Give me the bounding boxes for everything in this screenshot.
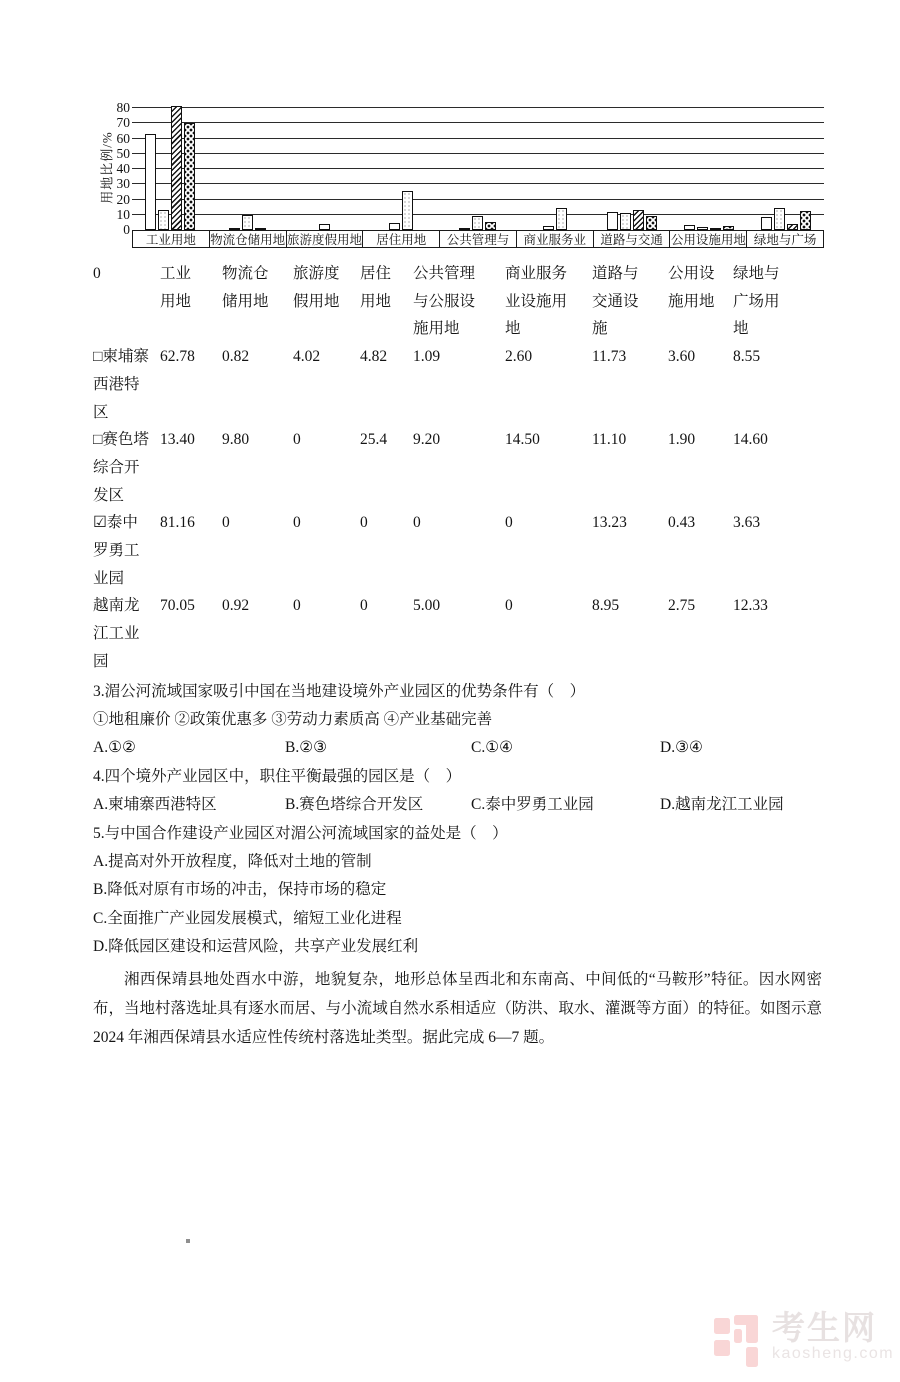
bar-light-dots: [158, 210, 169, 230]
bar-group: [286, 224, 363, 230]
x-axis-category-label: 工业用地: [132, 231, 210, 248]
value-cell: 2.60: [505, 348, 533, 366]
value-cell: 0: [360, 597, 368, 615]
bar-light-dots: [620, 213, 631, 230]
watermark-domain: kaosheng.com: [772, 1345, 895, 1362]
table-row: [93, 592, 790, 675]
bar-dots: [255, 228, 266, 230]
value-cell: 13.23: [592, 514, 627, 532]
x-axis-category-label: 公用设施用地: [670, 233, 746, 247]
kaosheng-watermark: [712, 1311, 894, 1367]
value-cell: 11.10: [592, 431, 627, 449]
gridline: [132, 138, 824, 139]
table-header-text: 商业服务业设施用地: [505, 265, 568, 338]
table-header-text: 物流仓储用地: [222, 265, 269, 310]
y-tick-label: 0: [123, 222, 130, 237]
gridline: [132, 199, 824, 200]
y-axis-title: 用地比例/%: [99, 131, 115, 204]
option: D.③④: [660, 739, 703, 757]
value-cell: 2.75: [668, 597, 696, 615]
value-cell: 9.80: [222, 431, 250, 449]
value-cell: 0.43: [668, 514, 696, 532]
x-axis-category-label: 商业服务业: [516, 231, 594, 248]
plot-area: [132, 108, 824, 231]
value-cell: 0: [360, 514, 368, 532]
y-tick-label: 50: [116, 145, 130, 161]
bar-group: [516, 208, 593, 230]
table-header-cell: [505, 260, 592, 343]
table-header-cell: [413, 260, 505, 343]
bar-plain: [389, 223, 400, 230]
bar-group: [363, 191, 440, 230]
question-3: [93, 678, 823, 763]
bar-hatch: [787, 224, 798, 230]
bar-dots: [184, 123, 195, 230]
question-sub-items: ①地租廉价 ②政策优惠多 ③劳动力素质高 ④产业基础完善: [93, 710, 493, 728]
value-cell: 0: [293, 514, 301, 532]
x-axis-category-label: 物流仓储用地: [210, 233, 286, 247]
row-label-cell: [93, 426, 160, 509]
value-cell: 4.02: [293, 348, 321, 366]
bar-group: [132, 106, 209, 230]
y-tick-label: 80: [116, 100, 130, 115]
bar-plain: [761, 217, 772, 230]
question-4: [93, 763, 823, 820]
value-cell: 8.55: [733, 348, 761, 366]
logo-block: [746, 1347, 758, 1367]
table-row: [93, 509, 790, 592]
question-stem: 4.四个境外产业园区中，职住平衡最强的园区是（ ）: [93, 767, 462, 785]
value-cell: 0: [505, 597, 513, 615]
value-cell: 14.60: [733, 431, 768, 449]
value-cell: 5.00: [413, 597, 441, 615]
bar-light-dots: [472, 216, 483, 230]
bar-plain: [543, 226, 554, 230]
value-cell: 0: [413, 514, 421, 532]
options-column: [93, 848, 823, 962]
value-cell: 0: [222, 514, 230, 532]
bar-dots: [800, 211, 811, 230]
table-header-cell: [592, 260, 668, 343]
y-tick-label: 70: [116, 115, 130, 131]
bar-light-dots: [556, 208, 567, 230]
watermark-text: [772, 1311, 894, 1363]
option: D.降低园区建设和运营风险，共享产业发展红利: [93, 938, 419, 956]
landuse-bar-chart: [94, 100, 900, 248]
bar-group: [440, 216, 517, 230]
x-axis-category-label: 公共管理与: [439, 231, 517, 248]
row-label-text: 越南龙江工业园: [93, 597, 140, 670]
bar-hatch: [710, 228, 721, 230]
stray-dot: [186, 1239, 190, 1243]
table-header-text: 居住用地: [360, 265, 392, 310]
y-tick-label: 20: [116, 191, 130, 207]
question-5: [93, 820, 823, 962]
option: B.赛色塔综合开发区: [285, 796, 424, 814]
table-row: [93, 343, 790, 426]
option: A.①②: [93, 739, 136, 757]
bar-dots: [646, 216, 657, 230]
bar-group: [747, 208, 824, 230]
table-header-cell: [293, 260, 360, 343]
table-body: [93, 260, 790, 676]
value-cell: 13.40: [160, 431, 195, 449]
bar-light-dots: [774, 208, 785, 230]
bar-dots: [485, 222, 496, 230]
value-cell: 4.82: [360, 348, 388, 366]
value-cell: 81.16: [160, 514, 195, 532]
table-header-text: 公用设施用地: [668, 265, 715, 310]
x-axis-category-label: 绿地与广场: [746, 231, 824, 248]
option: C.①④: [471, 739, 514, 757]
kaosheng-logo-icon: [712, 1315, 764, 1367]
value-cell: 62.78: [160, 348, 195, 366]
table-header-text: 道路与交通设施: [592, 265, 639, 338]
gridline: [132, 122, 824, 123]
table-header-text: 工业用地: [160, 265, 192, 310]
table-header-cell: [733, 260, 790, 343]
value-cell: 70.05: [160, 597, 195, 615]
y-tick-label: 40: [116, 161, 130, 176]
bar-light-dots: [402, 191, 413, 230]
landuse-data-table: [93, 260, 790, 676]
value-cell: 1.90: [668, 431, 696, 449]
value-cell: 0: [293, 597, 301, 615]
gridline: [132, 183, 824, 184]
logo-block: [734, 1329, 742, 1343]
row-label-cell: [93, 343, 160, 426]
logo-block: [714, 1318, 730, 1334]
value-cell: 9.20: [413, 431, 441, 449]
x-axis-category-label: 道路与交通: [593, 231, 671, 248]
value-cell: 12.33: [733, 597, 768, 615]
y-tick-label: 10: [116, 206, 130, 222]
bar-hatch: [171, 106, 182, 230]
value-cell: 14.50: [505, 431, 540, 449]
bar-plain: [229, 228, 240, 230]
x-axis-category-label: 居住用地: [362, 231, 440, 248]
table-header-text: 公共管理与公服设施用地: [413, 265, 476, 338]
question-stem: 3.湄公河流域国家吸引中国在当地建设境外产业园区的优势条件有（ ）: [93, 682, 586, 700]
table-header-cell: [222, 260, 293, 343]
x-axis-category-label: 旅游度假用地: [286, 233, 362, 247]
option: D.越南龙江工业园: [660, 796, 784, 814]
watermark-brand: 考生网: [772, 1309, 877, 1346]
row-label-text: □柬埔寨西港特区: [93, 348, 149, 421]
option: B.降低对原有市场的冲击，保持市场的稳定: [93, 881, 387, 899]
table-header-row: [93, 260, 790, 343]
y-axis-ticks: [112, 100, 132, 248]
bar-plain: [459, 228, 470, 230]
bar-group: [209, 215, 286, 230]
value-cell: 0: [293, 431, 301, 449]
option: C.泰中罗勇工业园: [471, 796, 594, 814]
value-cell: 11.73: [592, 348, 627, 366]
bar-group: [670, 225, 747, 230]
value-cell: 1.09: [413, 348, 441, 366]
table-row: [93, 426, 790, 509]
table-header-cell: [360, 260, 413, 343]
value-cell: 3.60: [668, 348, 696, 366]
gridline: [132, 168, 824, 169]
option: C.全面推广产业园发展模式，缩短工业化进程: [93, 909, 402, 927]
row-label-text: ☑泰中罗勇工业园: [93, 514, 140, 587]
y-tick-label: 30: [116, 176, 130, 192]
gridline: [132, 107, 824, 108]
logo-block: [714, 1340, 730, 1356]
option: A.柬埔寨西港特区: [93, 796, 217, 814]
options-row: [93, 791, 823, 819]
table-header-text: 0: [93, 265, 101, 282]
value-cell: 8.95: [592, 597, 620, 615]
row-label-cell: [93, 509, 160, 592]
bar-plain: [684, 225, 695, 230]
row-label-text: □赛色塔综合开发区: [93, 431, 149, 504]
bar-dots: [723, 226, 734, 230]
passage-paragraph: 湘西保靖县地处酉水中游，地貌复杂，地形总体呈西北和东南高、中间低的“马鞍形”特征。因水网密布，当地村落选址具有逐水而居、与小流域自然水系相适应（防洪、取水、灌溉等方面）的特征。如图示意 2024 年湘西保靖县水适应性传统村落选址类型。据此完成 6—7 题。: [93, 970, 822, 1046]
questions-block: [93, 678, 823, 962]
question-stem: 5.与中国合作建设产业园区对湄公河流域国家的益处是（ ）: [93, 824, 508, 842]
option: B.②③: [285, 739, 328, 757]
row-label-cell: [93, 592, 160, 675]
table-header-cell: [160, 260, 222, 343]
value-cell: 0.92: [222, 597, 250, 615]
table-header-cell: [93, 260, 160, 343]
plot-column: [132, 108, 824, 248]
gridline: [132, 153, 824, 154]
x-axis-category-row: [132, 231, 824, 248]
bar-group: [593, 210, 670, 230]
value-cell: 0: [505, 514, 513, 532]
value-cell: 25.4: [360, 431, 388, 449]
options-row: [93, 734, 823, 762]
bar-light-dots: [242, 215, 253, 230]
bar-light-dots: [697, 227, 708, 230]
logo-block: [746, 1315, 758, 1343]
value-cell: 3.63: [733, 514, 761, 532]
exam-page: [0, 100, 900, 1382]
bar-plain: [319, 224, 330, 230]
table-header-text: 旅游度假用地: [293, 265, 340, 310]
bar-plain: [607, 212, 618, 230]
bar-plain: [145, 134, 156, 230]
option: A.提高对外开放程度，降低对土地的管制: [93, 852, 372, 870]
table-header-text: 绿地与广场用地: [733, 265, 780, 338]
bar-hatch: [633, 210, 644, 230]
y-tick-label: 60: [116, 130, 130, 146]
table-header-cell: [668, 260, 733, 343]
value-cell: 0.82: [222, 348, 250, 366]
